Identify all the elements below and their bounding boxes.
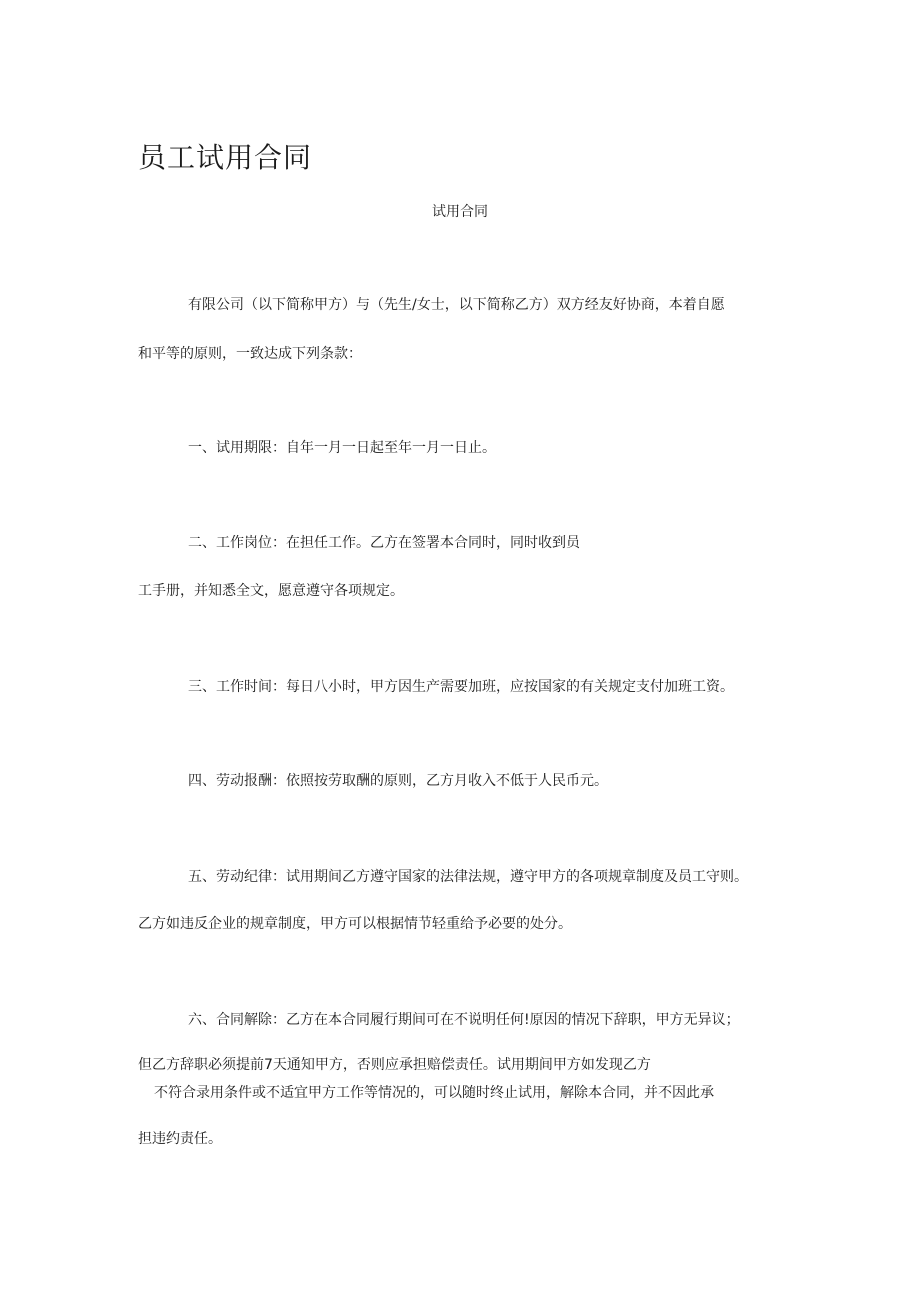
clause-2-position-line-1: 二、工作岗位：在担任工作。乙方在签署本合同时，同时收到员 xyxy=(188,535,580,551)
clause-2-position-line-2: 工手册，并知悉全文，愿意遵守各项规定。 xyxy=(138,583,404,599)
clause-5-discipline-line-1: 五、劳动纪律：试用期间乙方遵守国家的法律法规，遵守甲方的各项规章制度及员工守则。 xyxy=(188,869,748,885)
clause-5-discipline-line-2: 乙方如违反企业的规章制度，甲方可以根据情节轻重给予必要的处分。 xyxy=(138,916,572,932)
clause-1-probation-period: 一、试用期限：自年一月一日起至年一月一日止。 xyxy=(188,440,496,456)
clause-6-termination-line-3: 不符合录用条件或不适宜甲方工作等情况的，可以随时终止试用，解除本合同，并不因此承 xyxy=(154,1085,714,1101)
clause-4-remuneration: 四、劳动报酬：依照按劳取酬的原则，乙方月收入不低于人民币元。 xyxy=(188,773,608,789)
document-subtitle: 试用合同 xyxy=(432,204,488,220)
paragraph-preamble-line-2: 和平等的原则，一致达成下列条款： xyxy=(138,346,362,362)
clause-6-termination-line-2: 但乙方辞职必须提前7天通知甲方，否则应承担赔偿责任。试用期间甲方如发现乙方 xyxy=(138,1057,651,1073)
clause-6-termination-line-4: 担违约责任。 xyxy=(138,1131,222,1147)
clause-6-termination-line-1: 六、合同解除：乙方在本合同履行期间可在不说明任何!原因的情况下辞职，甲方无异议； xyxy=(188,1012,740,1028)
clause-3-working-hours: 三、工作时间：每日八小时，甲方因生产需要加班，应按国家的有关规定支付加班工资。 xyxy=(188,679,734,695)
document-title: 员工试用合同 xyxy=(138,141,313,174)
paragraph-preamble-line-1: 有限公司（以下简称甲方）与（先生/女士，以下简称乙方）双方经友好协商，本着自愿 xyxy=(188,297,725,313)
